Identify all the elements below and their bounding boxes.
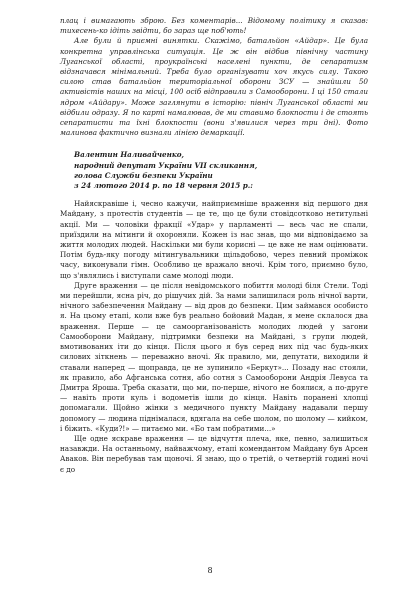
signature-name: Валентин Наливайченко,: [74, 150, 185, 160]
signature-position: голова Служби безпеки України: [74, 170, 213, 180]
body-paragraph: Друге враження — це після невідомського побиття молоді біля Стели. Тоді ми перейшли, ясна річ, до рішучих дій. За нами залишилася роль нічної варти, нічного забезпечення Майдану — від дров до безпеки. Цим займався особисто я. На цьому етапі, коли вже був реально бойовий Мадан, я мене склалося два враження. Перше — це самоорганізованість молодих людей у загони Самооборони Майдану, підтримки безпеки на Майдані, з групи людей, вмотивованих іти до кінця. Після цього я був серед них під час будь-яких силових зіткнень — переважно вночі. Як правило, ми, депутати, виходили й ставали наперед — щоправда, це не зупинило «Беркут»... Позаду нас стояли, як правило, або Афганська сотня, або сотня з Самооборони Андрія Левуса та Дмитра Яроша. Треба сказати, що ми, по-перше, нічого не боялися, а по-друге — навіть проти куль і водометів ішли до кінця. Навіть поранені хлопці допомагали. Щойно жінки з медичного пункту Майдану надавали першу допомогу — людина піднімалася, вдягала на себе шолом, по шолому — кийком, і біжить. «Куди?!» — питаємо ми. «Бо там побратими...»: [60, 280, 368, 433]
body-paragraph: Найяскравіше і, чесно кажучи, найприємніше враження від першого дня Майдану, з протестів студентів — це те, що це були стовідсотково нетитульні акції. Ми — чоловіки фракції «Удар» у парламенті — весь час не спали, приїздили на мітинги й охороняли. Кожен із нас знав, що ми відповідаємо за життя молодих людей. Наскільки ми були корисні — це вже не нам оцінювати. Потім будь-яку погоду мітингувальники щільдобово, через певний проміжок часу, виконували гімн. Особливо це вражало вночі. Крім того, приємно було, що з'являлись і виступали саме молоді люди.: [60, 199, 368, 280]
body-paragraph: Ще одне яскраве враження — це відчуття плеча, яке, певно, залишиться назавжди. На останньому, найважчому, етапі комендантом Майдану був Арсен Аваков. Він перебував там щоночі. Я знаю, що о третій, о четвертій годині ночі є до: [60, 433, 368, 474]
document-page: [60, 16, 368, 586]
page-number: 8: [207, 566, 213, 575]
signature-period: з 24 лютого 2014 р. по 18 червня 2015 р.:: [74, 181, 253, 191]
signature-role: народний депутат України VII скликання,: [74, 160, 258, 170]
spacer: [60, 138, 368, 150]
opening-text: плац і вимагають зброю. Без коментарів... Відомому політику я сказав: тихесень-ко ідіть звідти, бо зараз ще поб'ють!: [60, 16, 368, 36]
spacer: [60, 191, 368, 199]
intro-paragraph: Але були й приємні винятки. Скажімо, батальйон «Айдар». Це була конкретна управлінська ситуація. Це ж він відбив північну частину Луганської області, проукраїнські населені пункти, де сепаратизм відзначався мінімальний. Треба було організувати хоч якусь силу. Такою силою став батальйон територіальної оборони ЗСУ — знайшли 50 активістів наших на місці, 100 осіб відправили з Самооборони. І ці 150 стали ядром «Айдару». Може заглянути в історію: північ Луганської області ми відбили одразу. Я по карті намалював, де ми ставимо блокпости і де стоять сепаратисти та їхні блокпости (вони з'явилися через три дні). Фото малинова фактично визнали лінією демаркації.: [60, 36, 368, 138]
